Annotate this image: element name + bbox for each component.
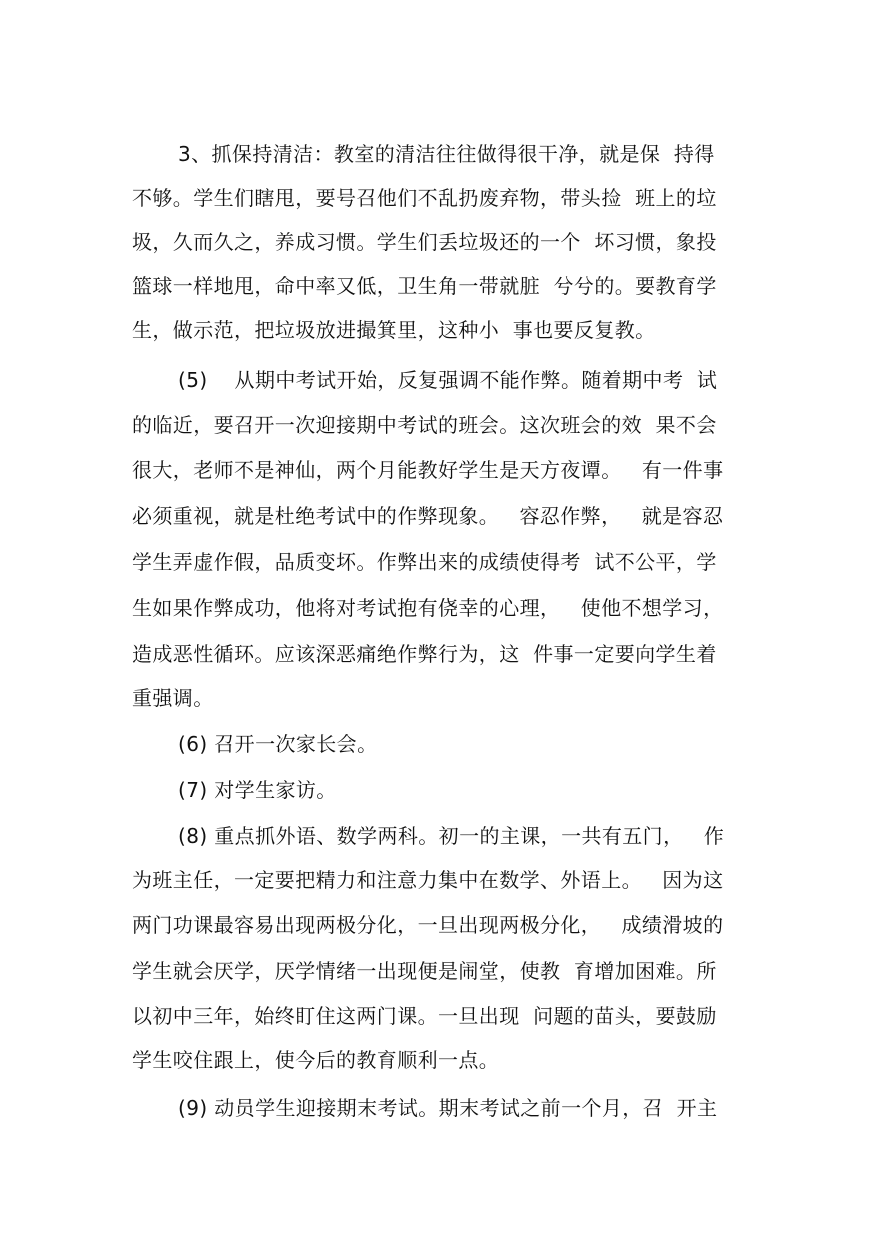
text-line: (9) 动员学生迎接期末考试。期末考试之前一个月，召 开主 (178, 1096, 718, 1120)
text-line: (5) 从期中考试开始，反复强调不能作弊。随着期中考 试 (178, 368, 718, 392)
text-line: 以初中三年，始终盯住这两门课。一旦出现 问题的苗头，要鼓励 (132, 1004, 717, 1028)
text-line: (7) 对学生家访。 (178, 778, 337, 802)
text-line: 学生弄虚作假，品质变坏。作弊出来的成绩使得考 试不公平，学 (132, 550, 717, 574)
text-line: 生，做示范，把垃圾放进撮箕里，这种小 事也要反复教。 (132, 318, 656, 342)
text-line: 生如果作弊成功，他将对考试抱有侥幸的心理， 使他不想学习， (132, 596, 724, 620)
text-line: 学生咬住跟上，使今后的教育顺利一点。 (132, 1048, 500, 1072)
text-line: 必须重视，就是杜绝考试中的作弊现象。 容忍作弊， 就是容忍 (132, 504, 724, 528)
text-line: 两门功课最容易出现两极分化，一旦出现两极分化， 成绩滑坡的 (132, 913, 724, 937)
text-line: 造成恶性循环。应该深恶痛绝作弊行为，这 件事一定要向学生着 (132, 642, 717, 666)
text-line: 篮球一样地甩，命中率又低，卫生角一带就脏 兮兮的。要教育学 (132, 274, 717, 298)
text-line: 重强调。 (132, 686, 214, 710)
text-line: 学生就会厌学，厌学情绪一出现便是闹堂，使教 育增加困难。所 (132, 959, 717, 983)
text-line: (6) 召开一次家长会。 (178, 732, 378, 756)
text-line: 为班主任，一定要把精力和注意力集中在数学、外语上。 因为这 (132, 868, 724, 892)
text-line: 很大，老师不是神仙，两个月能教好学生是天方夜谭。 有一件事 (132, 458, 724, 482)
text-line: 的临近，要召开一次迎接期中考试的班会。这次班会的效 果不会 (132, 413, 717, 437)
text-line: (8) 重点抓外语、数学两科。初一的主课，一共有五门， 作 (178, 824, 725, 848)
text-line: 圾，久而久之，养成习惯。学生们丢垃圾还的一个 坏习惯，象投 (132, 230, 717, 254)
text-line: 不够。学生们瞎甩，要号召他们不乱扔废弃物，带头捡 班上的垃 (132, 186, 717, 210)
text-line: 3、抓保持清洁：教室的清洁往往做得很干净，就是保 持得 (178, 142, 715, 166)
